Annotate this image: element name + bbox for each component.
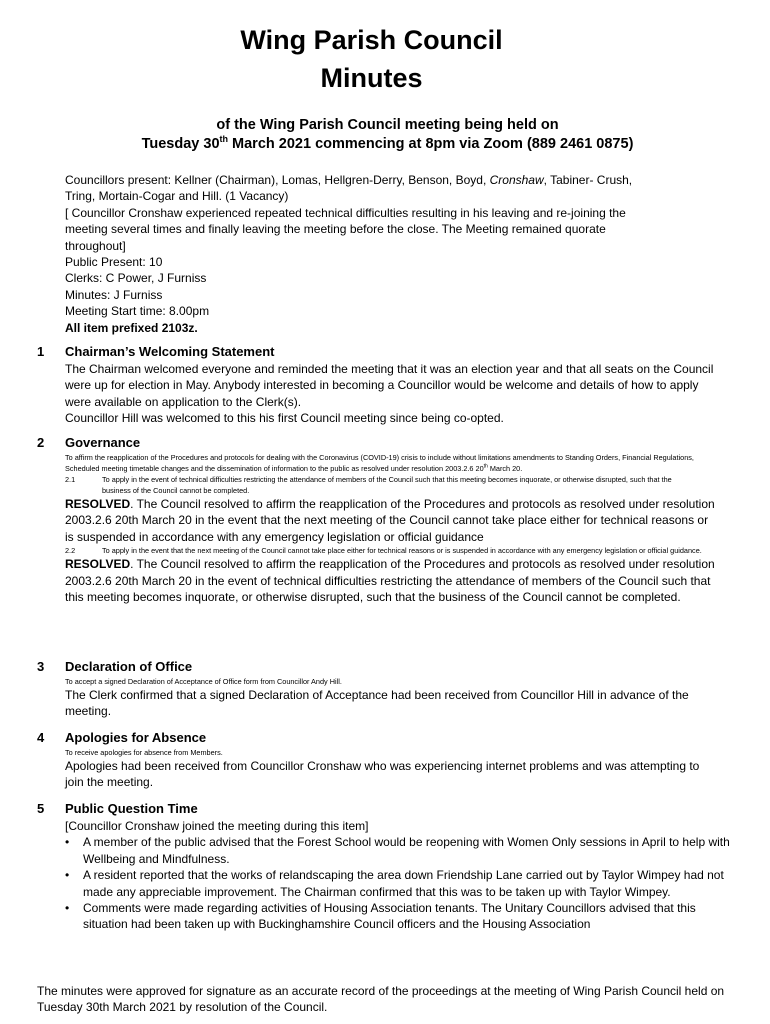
technical-note-3: throughout] [65,238,126,253]
section-2 [37,434,717,605]
section-number: 2 [37,435,45,450]
section-number: 3 [37,659,45,674]
agenda-note: To affirm the reapplication of the Procedures and protocols for dealing with the Coronavirus (COVID-19) crisis to include without limitations amendments to Standing Orders, Financial Regulations, Scheduled meeting timetable changes and the dissemination of information to the public as resolved under resolution 2003.2.6 20th March 20. [65,453,694,473]
resolution-1: RESOLVED. The Council resolved to affirm the reapplication of the Procedures and protocols as resolved under resolution 2003.2.6 20th March 20 in the event that the next meeting of the Council cannot take place either for technical reasons or is suspended in accordance with any emergency legislation or official guidance [65,497,715,544]
councillors-present-cont: Tring, Mortain-Cogar and Hill. (1 Vacancy) [65,189,289,204]
sub-item-2-1: 2.1 To apply in the event of technical difficulties restricting the attendance of members of the Council such that this meeting becomes inquorate, or otherwise disrupted, such that the business of the Council cannot be completed. [65,475,672,495]
sub-item-2-2: 2.2 To apply in the event that the next meeting of the Council cannot take place either for technical reasons or is suspended in accordance with any emergency legislation or official guidance. [65,546,702,556]
bullet-icon: • [65,868,70,883]
page-title: Wing Parish Council [240,25,503,55]
list-item: • Comments were made regarding activities of Housing Association tenants. The Unitary Councillors advised that this situation had been taken up with Buckinghamshire Council officers and the Housing Association [65,901,696,932]
section-4 [37,729,717,791]
meeting-date: Tuesday 30th March 2021 commencing at 8pm via Zoom (889 2461 0875) [141,134,634,152]
agenda-note: To receive apologies for absence from Members. [65,748,223,757]
agenda-note: To accept a signed Declaration of Acceptance of Office form from Councillor Andy Hill. [65,677,342,686]
section-3 [37,658,717,720]
section-1 [37,343,717,427]
bullet-icon: • [65,835,70,850]
item-prefix: All item prefixed 2103z. [65,320,198,335]
section-title: Declaration of Office [65,659,193,674]
section-number: 1 [37,344,45,359]
bullet-icon: • [65,901,70,916]
list-item: • A resident reported that the works of relandscaping the area down Friendship Lane carried out by Taylor Wimpey had not made any appreciable improvement. The Chairman confirmed that this was to be taken up with Taylor Wimpey. [65,868,724,899]
start-time: Meeting Start time: 8.00pm [65,304,210,319]
section-number: 4 [37,730,45,745]
section-text: Apologies had been received from Councillor Cronshaw who was experiencing internet problems and was attempting to join the meeting. [65,759,700,790]
minutes-taker: Minutes: J Furniss [65,287,163,302]
councillors-present: Councillors present: Kellner (Chairman), Lomas, Hellgren-Derry, Benson, Boyd, Cronshaw, Tabiner- Crush, [65,173,633,187]
resolution-2: RESOLVED. The Council resolved to affirm the reapplication of the Procedures and protocols as resolved under resolution 2003.2.6 20th March 20 in the event of technical difficulties restricting the attendance of members of the Council such that this meeting becomes inquorate, or otherwise disrupted, such that the business of the Council cannot be completed. [65,557,715,605]
technical-note-1: [ Councillor Cronshaw experienced repeated technical difficulties resulting in his leaving and re-joining the [65,205,626,220]
page-subtitle-minutes: Minutes [320,63,423,93]
technical-note-2: meeting several times and finally leaving the meeting before the close. The Meeting remained quorate [65,222,606,237]
section-note: [Councillor Cronshaw joined the meeting during this item] [65,819,369,833]
section-title: Apologies for Absence [65,730,207,745]
section-title: Governance [65,435,141,450]
section-5 [37,800,730,933]
section-text: The Clerk confirmed that a signed Declaration of Acceptance had been received from Councillor Hill in advance of the meeting. [65,688,689,719]
approval-statement: The minutes were approved for signature as an accurate record of the proceedings at the meeting of Wing Parish Council held on Tuesday 30th March 2021 by resolution of the Council. [37,984,725,1015]
attendance-block [65,172,695,336]
section-number: 5 [37,801,45,816]
section-text: The Chairman welcomed everyone and reminded the meeting that it was an election year and that all seats on the Council were up for election in May. Anybody interested in becoming a Councillor would be welcome and details of how to apply were available on application to the Clerk(s). [65,362,714,409]
list-item: • A member of the public advised that the Forest School would be reopening with Women Only sessions in April to help with Wellbeing and Mindfulness. [65,835,730,866]
section-text: Councillor Hill was welcomed to this his first Council meeting since being co-opted. [65,411,504,426]
section-title: Chairman’s Welcoming Statement [65,344,275,359]
meeting-description: of the Wing Parish Council meeting being held on [216,117,559,133]
public-present: Public Present: 10 [65,255,163,270]
section-title: Public Question Time [65,801,198,816]
clerks: Clerks: C Power, J Furniss [65,271,207,286]
